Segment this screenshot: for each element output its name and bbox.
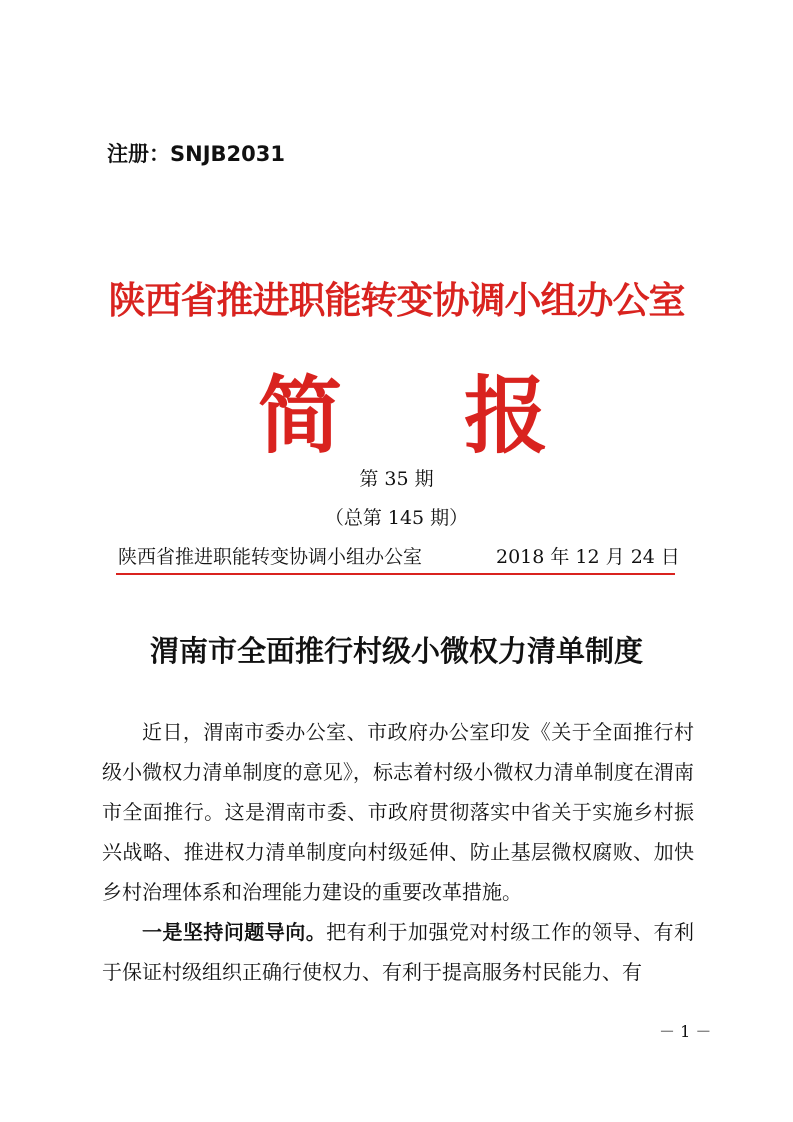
paragraph-2-lead: 一是坚持问题导向。 <box>142 920 327 944</box>
registration-number: 注册：SNJB2031 <box>107 142 285 166</box>
page-number: － 1 － <box>659 1022 712 1041</box>
paragraph-2-text: 把有利于加强党对村级工作的领导、有利于保证村级组织正确行使权力、有利于提高服务村民能力、有 <box>102 920 695 984</box>
article-title: 渭南市全面推行村级小微权力清单制度 <box>149 634 643 668</box>
article-paragraph-1: 近日，渭南市委办公室、市政府办公室印发《关于全面推行村级小微权力清单制度的意见》，标志着村级小微权力清单制度在渭南市全面推行。这是渭南市委、市政府贯彻落实中省关于实施乡村振兴战略、推进权力清单制度向村级延伸、防止基层微权腐败、加快乡村治理体系和治理能力建设的重要改革措施。 <box>102 720 694 904</box>
bulletin-title-char-2: 报 <box>464 367 549 465</box>
red-divider-rule <box>116 573 675 575</box>
publish-date: 2018 年 12 月 24 日 <box>496 546 680 568</box>
organization-header: 陕西省推进职能转变协调小组办公室 <box>108 279 685 322</box>
publisher-name: 陕西省推进职能转变协调小组办公室 <box>118 546 423 568</box>
article-paragraph-2 <box>102 912 694 992</box>
issue-number: 第 35 期 <box>359 468 434 490</box>
issue-total-number: （总第 145 期） <box>324 507 469 529</box>
bulletin-title-char-1: 简 <box>258 367 343 465</box>
article-body <box>102 712 694 992</box>
